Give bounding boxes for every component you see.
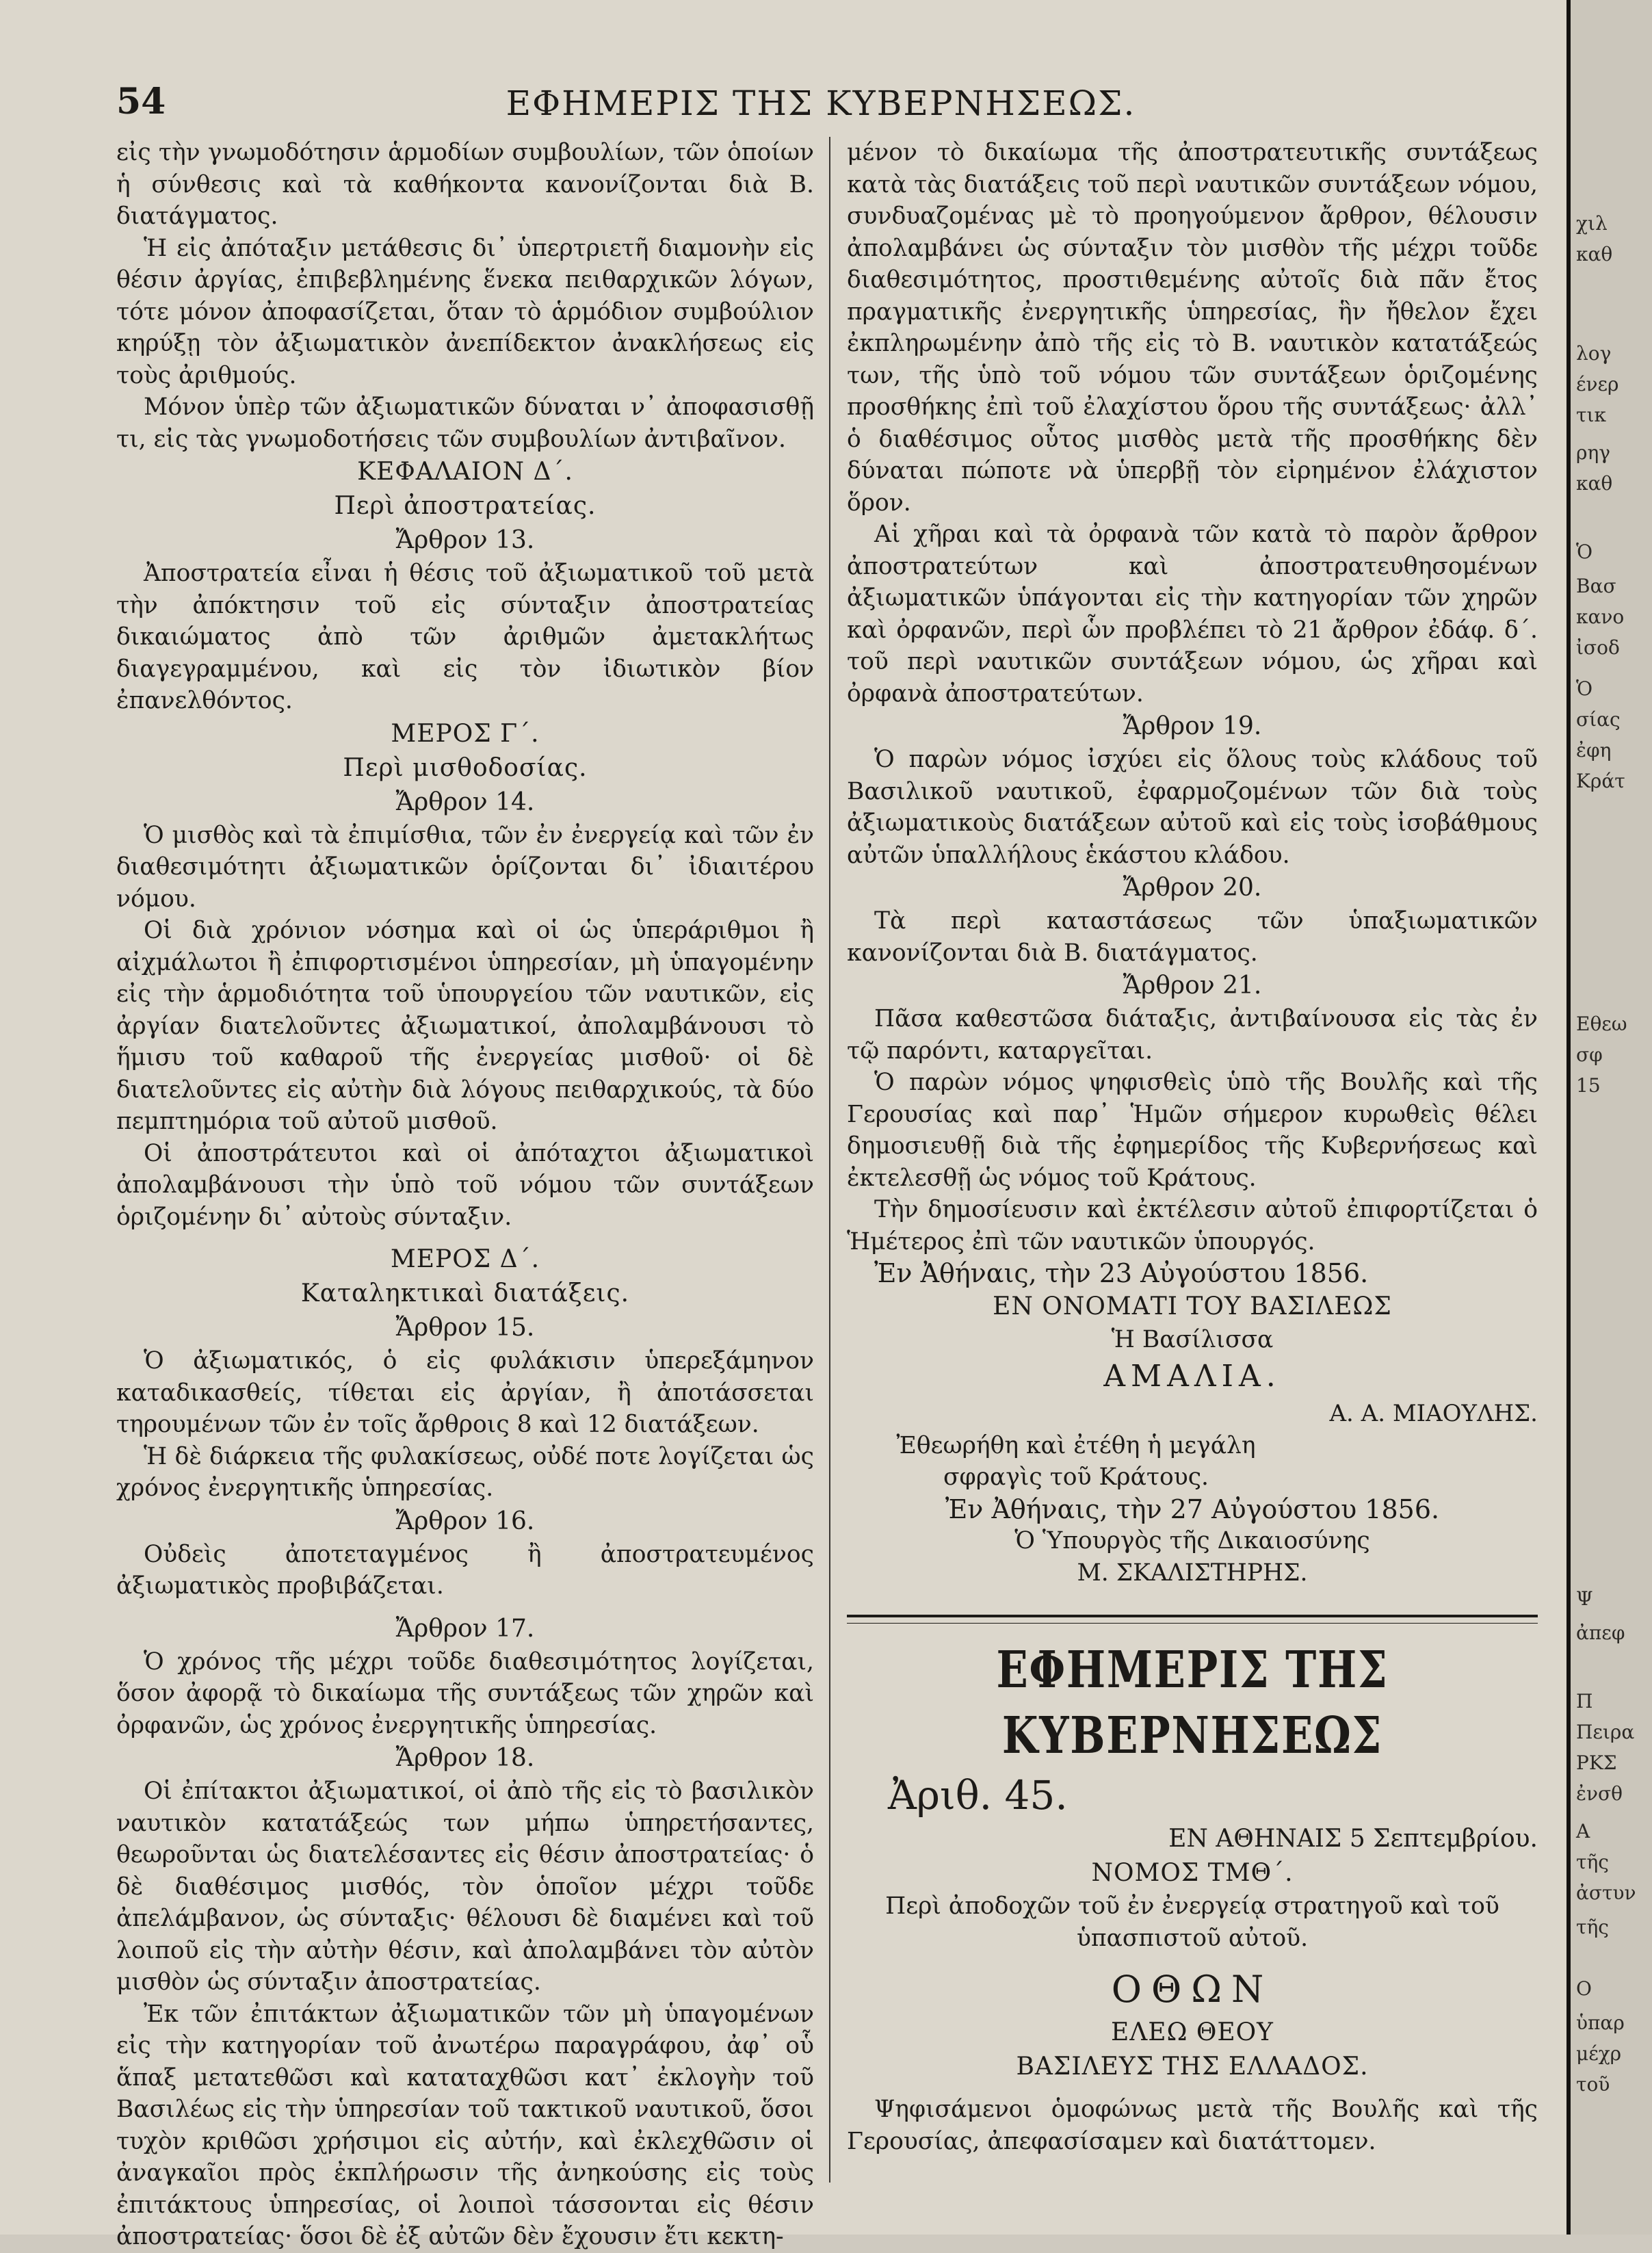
minister-name: Μ. ΣΚΑΛΙΣΤΗΡΗΣ. [1077,1559,1308,1587]
strip-fragment: καθ [1576,243,1613,265]
section-subheading: Περὶ μισθοδοσίας. [343,753,588,782]
strip-fragment: ἀστυν [1576,1881,1636,1904]
paragraph: Ὁ μισθὸς καὶ τὰ ἐπιμίσθια, τῶν ἐν ἐνεργείᾳ καὶ τῶν ἐν διαθεσιμότητι ἀξιωματικῶν ὁρίζονται δι᾽ ἰδιαιτέρου νόμου. [116,821,814,913]
adjacent-page-edge [1566,0,1652,2235]
strip-fragment: Βασ [1576,575,1616,597]
strip-fragment: Ὁ [1576,677,1593,700]
royal-style: ΕΛΕΩ ΘΕΟΥ [1111,2018,1274,2046]
strip-fragment: τικ [1576,404,1606,426]
section-rule [847,1615,1538,1617]
minister-title: Ὁ Ὑπουργὸς τῆς Δικαιοσύνης [1014,1527,1370,1554]
strip-fragment: ἀπεφ [1576,1622,1625,1644]
law-number: ΝΟΜΟΣ ΤΜΘ΄. [1091,1859,1294,1887]
seal-note: Ἐθεωρήθη καὶ ἐτέθη ἡ μεγάλη σφραγὶς τοῦ Κράτους. [896,1431,1256,1491]
paragraph: Αἱ χῆραι καὶ τὰ ὀρφανὰ τῶν κατὰ τὸ παρὸν ἄρθρον ἀποστρατεύτων καὶ ἀποστρατευθησομένων ἀξιωματικῶν ὑπάγονται εἰς τὴν κατηγορίαν τῶν χηρῶν καὶ ὀρφανῶν, περὶ ὧν προβλέπει τὸ 21 ἄρθρον ἐδάφ. δ΄. τοῦ περὶ ναυτικῶν συντάξεων νόμου, ὡς χῆραι καὶ ὀρφανὰ ἀποστρατεύτων. [847,521,1538,707]
paragraph: Ψηφισάμενοι ὁμοφώνως μετὰ τῆς Βουλῆς καὶ τῆς Γερουσίας, ἀπεφασίσαμεν καὶ διατάττομεν. [847,2096,1538,2155]
strip-fragment: Ο [1576,1977,1592,2000]
strip-fragment: τῆς [1576,1916,1609,1938]
strip-fragment: τοῦ [1576,2073,1610,2096]
strip-fragment: χιλ [1576,212,1608,235]
part-heading: ΜΕΡΟΣ Γ΄. [391,719,540,748]
strip-fragment: ρηγ [1576,441,1610,464]
paragraph: Μόνον ὑπὲρ τῶν ἀξιωματικῶν δύναται ν᾽ ἀποφασισθῇ τι, εἰς τὰς γνωμοδοτήσεις τῶν συμβουλίων ἀντιβαῖνον. [116,393,814,453]
article-heading: Ἄρθρον 15. [395,1314,535,1342]
article-heading: Ἄρθρον 14. [395,787,535,816]
paragraph: Οὐδεὶς ἀποτεταγμένος ἢ ἀποστρατευμένος ἀξιωματικὸς προβιβάζεται. [116,1540,814,1600]
article-heading: Ἄρθρον 17. [395,1614,535,1643]
date-line: Ἐν Ἀθήναις, τὴν 23 Αὐγούστου 1856. [874,1258,1369,1288]
strip-fragment: Ψ [1576,1587,1593,1610]
paragraph: Ἀποστρατεία εἶναι ἡ θέσις τοῦ ἀξιωματικοῦ τοῦ μετὰ τὴν ἀπόκτησιν τοῦ εἰς σύνταξιν ἀποστρατείας δικαιώματος ἀπὸ τῶν ἀριθμῶν ἀμετακλήτως διαγεγραμμένου, καὶ εἰς τὸν ἰδιωτικὸν βίον ἐπανελθόντος. [116,560,814,714]
strip-fragment: σίας [1576,708,1621,731]
strip-fragment: Ὁ [1576,541,1593,563]
law-title: Περὶ ἀποδοχῶν τοῦ ἐν ἐνεργείᾳ στρατηγοῦ καὶ τοῦ ὑπασπιστοῦ αὐτοῦ. [885,1892,1499,1952]
paragraph: Ὁ παρὼν νόμος ἰσχύει εἰς ὅλους τοὺς κλάδους τοῦ Βασιλικοῦ ναυτικοῦ, ἐφαρμοζομένων τῶν διὰ τοὺς ἀξιωματικοὺς διατάξεων αὐτοῦ καὶ εἰς τοὺς ἰσοβάθμους αὐτῶν ὑπαλλήλους ἑκάστου κλάδου. [847,746,1538,869]
section-rule-thin [847,1623,1538,1624]
strip-fragment: σφ [1576,1043,1603,1066]
strip-fragment: Εθεω [1576,1013,1627,1035]
strip-fragment: τῆς [1576,1851,1609,1873]
page-header [116,81,1525,135]
strip-fragment: ΡΚΣ [1576,1751,1617,1774]
left-column [116,137,814,2253]
strip-fragment: καθ [1576,472,1613,495]
issue-number: Ἀριθ. 45. [888,1772,1068,1819]
section-subheading: Περὶ ἀποστρατείας. [334,492,596,520]
strip-fragment: ὑπαρ [1576,2011,1625,2034]
article-heading: Ἄρθρον 20. [1123,874,1262,902]
strip-fragment: Κράτ [1576,770,1625,792]
strip-fragment: ένερ [1576,373,1619,395]
running-title: ΕΦΗΜΕΡΙΣ ΤΗΣ ΚΥΒΕΡΝΗΣΕΩΣ. [506,83,1136,123]
paragraph: Ὁ χρόνος τῆς μέχρι τοῦδε διαθεσιμότητος λογίζεται, ὅσον ἀφορᾷ τὸ δικαίωμα τῆς συντάξεως τῶν χηρῶν καὶ ὀρφανῶν, ὡς χρόνος ἐνεργητικῆς ὑπηρεσίας. [116,1648,814,1739]
paragraph: Ἡ εἰς ἀπόταξιν μετάθεσις δι᾽ ὑπερτριετῆ διαμονὴν εἰς θέσιν ἀργίας, ἐπιβεβλημένης ἕνεκα πειθαρχικῶν λόγων, τότε μόνον ἀποφασίζεται, ὅταν τὸ ἁρμόδιον συμβούλιον κηρύξῃ τὸν ἀξιωματικὸν ἀνεπίδεκτον ἀνακλήσεως εἰς τοὺς ἀριθμούς. [116,234,814,389]
paragraph: εἰς τὴν γνωμοδότησιν ἁρμοδίων συμβουλίων, τῶν ὁποίων ἡ σύνθεσις καὶ τὰ καθήκοντα κανονίζονται διὰ Β. διατάγματος. [116,139,814,230]
royal-formula: ΕΝ ΟΝΟΜΑΤΙ ΤΟΥ ΒΑΣΙΛΕΩΣ [993,1292,1392,1320]
king-name: ΟΘΩΝ [1111,1968,1274,2011]
section-subheading: Καταληκτικαὶ διατάξεις. [300,1279,630,1307]
chapter-heading: ΚΕΦΑΛΑΙΟΝ Δ΄. [357,458,573,486]
article-heading: Ἄρθρον 21. [1123,972,1262,1000]
paragraph: μένον τὸ δικαίωμα τῆς ἀποστρατευτικῆς συντάξεως κατὰ τὰς διατάξεις τοῦ περὶ ναυτικῶν συντάξεων νόμου, συνδυαζομένας μὲ τὸ προηγούμενον ἄρθρον, θέλουσιν ἀπολαμβάνει ὡς σύνταξιν τὸν μισθὸν τῆς μέχρι τοῦδε διαθεσιμότητος, προστιθεμένης αὐτοῖς διὰ πᾶν ἔτος πραγματικῆς ἐνεργητικῆς ὑπηρεσίας, ἣν ἤθελον ἔχει ἐκπληρωμένην ἀπὸ τῆς εἰς τὸ Β. ναυτικὸν κατατάξεώς των, τῆς ὑπὸ τοῦ νόμου τῶν συντάξεων ὁριζομένης προσθήκης ἐπὶ τοῦ ἐλαχίστου ὅρου τῆς συντάξεως· ἀλλ᾽ ὁ διαθέσιμος οὗτος μισθὸς μετὰ τῆς προσθήκης δὲν δύναται πώποτε νὰ ὑπερβῇ τὸν εἰρημένον ἐλάχιστον ὅρον. [847,139,1538,517]
article-heading: Ἄρθρον 13. [395,526,535,554]
minister-signature: Α. Α. ΜΙΑΟΥΛΗΣ. [1329,1400,1538,1427]
signatory-title: Ἡ Βασίλισσα [1111,1325,1274,1353]
issue-dateline: ΕΝ ΑΘΗΝΑΙΣ 5 Σεπτεμβρίου. [1168,1825,1538,1853]
strip-fragment: 15 [1576,1074,1601,1097]
signatory-name: ΑΜΑΛΙΑ. [1103,1359,1281,1394]
paragraph: Πᾶσα καθεστῶσα διάταξις, ἀντιβαίνουσα εἰς τὰς ἐν τῷ παρόντι, καταργεῖται. [847,1005,1538,1065]
paragraph: Ἡ δὲ διάρκεια τῆς φυλακίσεως, οὐδέ ποτε λογίζεται ὡς χρόνος ἐνεργητικῆς ὑπηρεσίας. [116,1442,814,1502]
strip-fragment: Π [1576,1690,1593,1712]
paragraph: Οἱ ἐπίτακτοι ἀξιωματικοί, οἱ ἀπὸ τῆς εἰς τὸ βασιλικὸν ναυτικὸν κατατάξεώς των μήπω ὑπηρετήσαντες, θεωροῦνται ὡς διατελέσαντες εἰς θέσιν ἀποστρατείας· ὁ δὲ διαθέσιμος μισθός, τὸν ὁποῖον μέχρι τοῦδε ἀπελάμβανον, ὡς σύνταξις· θέλουσι δὲ διαμένει καὶ τοῦ λοιποῦ εἰς τὴν αὐτὴν θέσιν, καὶ ἀπολαμβάνει τὸν αὐτὸν μισθὸν ὡς σύνταξιν ἀποστρατείας. [116,1777,814,1996]
paragraph: Τὴν δημοσίευσιν καὶ ἐκτέλεσιν αὐτοῦ ἐπιφορτίζεται ὁ Ἡμέτερος ἐπὶ τῶν ναυτικῶν ὑπουργός. [847,1196,1538,1255]
article-heading: Ἄρθρον 19. [1123,712,1262,740]
strip-fragment: ἐφη [1576,739,1612,761]
article-heading: Ἄρθρον 18. [395,1744,535,1772]
page-number: 54 [116,81,166,122]
gazette-masthead: ΕΦΗΜΕΡΙΣ ΤΗΣ ΚΥΒΕΡΝΗΣΕΩΣ [996,1641,1389,1765]
strip-fragment: ἰσοδ [1576,636,1620,659]
strip-fragment: κανο [1576,605,1625,628]
column-divider [829,137,830,2183]
royal-title: ΒΑΣΙΛΕΥΣ ΤΗΣ ΕΛΛΑΔΟΣ. [1016,2053,1369,2081]
part-heading: ΜΕΡΟΣ Δ΄. [390,1245,540,1273]
paragraph: Ἐκ τῶν ἐπιτάκτων ἀξιωματικῶν τῶν μὴ ὑπαγομένων εἰς τὴν κατηγορίαν τοῦ ἀνωτέρω παραγράφου, ἀφ᾽ οὗ ἅπαξ μετατεθῶσι καὶ καταταχθῶσι κατ᾽ ἐκλογὴν τοῦ Βασιλέως εἰς τὴν ὑπηρεσίαν τοῦ τακτικοῦ ναυτικοῦ, ὅσοι τυχὸν κριθῶσι χρήσιμοι εἰς αὐτήν, καὶ ἐκλεχθῶσιν οἱ ἀναγκαῖοι πρὸς ἐκπλήρωσιν τῆς ἀνηκούσης εἰς τοὺς ἐπιτάκτους ὑπηρεσίας, οἱ λοιποὶ τάσσονται εἰς θέσιν ἀποστρατείας· ὅσοι δὲ ἐξ αὐτῶν δὲν ἔχουσιν ἔτι κεκτη- [116,2000,814,2250]
paragraph: Οἱ διὰ χρόνιον νόσημα καὶ οἱ ὡς ὑπεράριθμοι ἢ αἰχμάλωτοι ἢ ἐπιφορτισμένοι ὑπηρεσίαν, μὴ ὑπαγομένην εἰς τὴν ἁρμοδιότητα τοῦ ὑπουργείου τῶν ναυτικῶν, εἰς ἀργίαν διατελοῦντες ἀξιωματικοί, ἀπολαμβάνουσι τὸ ἥμισυ τοῦ καθαροῦ τῆς ἐνεργείας μισθοῦ· οἱ δὲ διατελοῦντες εἰς αὐτὴν διὰ λόγους πειθαρχικούς, τὰ δύο πεμπτημόρια τοῦ αὐτοῦ μισθοῦ. [116,917,814,1135]
strip-fragment: λογ [1576,342,1612,365]
paragraph: Οἱ ἀποστράτευτοι καὶ οἱ ἀπόταχτοι ἀξιωματικοὶ ἀπολαμβάνουσι τὴν ὑπὸ τοῦ νόμου τῶν συντάξεων ὁριζομένην δι᾽ αὐτοὺς σύνταξιν. [116,1139,814,1231]
article-heading: Ἄρθρον 16. [395,1507,535,1535]
paragraph: Τὰ περὶ καταστάσεως τῶν ὑπαξιωματικῶν κανονίζονται διὰ Β. διατάγματος. [847,907,1538,967]
paragraph: Ὁ ἀξιωματικός, ὁ εἰς φυλάκισιν ὑπερεξάμηνον καταδικασθείς, τίθεται εἰς ἀργίαν, ἢ ἀποτάσσεται τηρουμένων τῶν ἐν τοῖς ἄρθροις 8 καὶ 12 διατάξεων. [116,1347,814,1438]
strip-fragment: Πειρα [1576,1721,1635,1743]
strip-fragment: Α [1576,1820,1590,1842]
paragraph: Ὁ παρὼν νόμος ψηφισθεὶς ὑπὸ τῆς Βουλῆς καὶ τῆς Γερουσίας καὶ παρ᾽ Ἡμῶν σήμερον κυρωθεὶς θέλει δημοσιευθῇ διὰ τῆς ἐφημερίδος τῆς Κυβερνήσεως καὶ ἐκτελεσθῇ ὡς νόμος τοῦ Κράτους. [847,1069,1538,1192]
right-column [847,137,1538,2157]
date-line: Ἐν Ἀθήναις, τὴν 27 Αὐγούστου 1856. [945,1494,1440,1524]
strip-fragment: ἐνσθ [1576,1782,1623,1805]
strip-fragment: μέχρ [1576,2042,1622,2065]
